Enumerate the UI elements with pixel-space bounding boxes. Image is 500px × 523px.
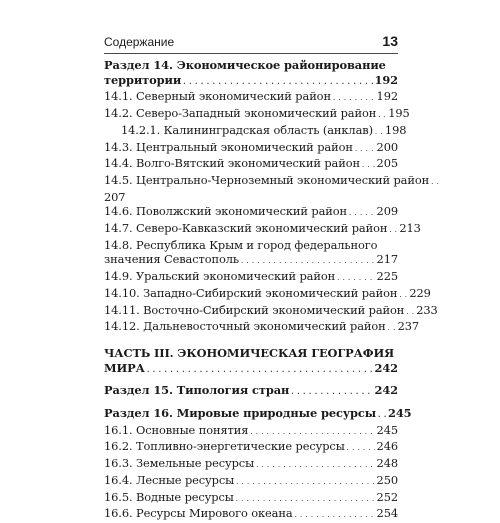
toc-entry-page: 237 bbox=[397, 319, 420, 334]
toc-entry[interactable] bbox=[104, 204, 398, 221]
toc-entry-title: 14.2. Северо-Западный экономический район bbox=[104, 106, 377, 121]
toc-entry-page: 217 bbox=[376, 252, 398, 267]
leader-dots bbox=[250, 423, 374, 440]
toc-entry-title: 16.1. Основные понятия bbox=[104, 422, 249, 437]
running-title: Содержание bbox=[104, 35, 175, 49]
toc-entry[interactable] bbox=[104, 285, 431, 303]
toc-entry-title: 16.2. Топливно-энергетические ресурсы bbox=[104, 439, 345, 454]
toc-entry-page: 245 bbox=[388, 406, 412, 421]
toc-entry-title: 14.5. Центрально-Черноземный экономический район bbox=[104, 172, 430, 187]
toc-entry-page: 198 bbox=[384, 122, 407, 137]
leader-dots bbox=[236, 473, 374, 490]
toc-entry[interactable] bbox=[104, 302, 438, 320]
toc-entry-page: 192 bbox=[376, 89, 398, 104]
toc-entry[interactable] bbox=[104, 140, 398, 157]
running-head bbox=[104, 34, 398, 54]
leader-dots bbox=[378, 406, 386, 423]
toc-entry-page: 242 bbox=[374, 360, 398, 375]
toc-entry-title: 14.9. Уральский экономический район bbox=[104, 269, 336, 284]
toc-entry-subsection[interactable] bbox=[104, 122, 407, 140]
toc-entry-page: 250 bbox=[376, 472, 398, 487]
toc-entry-page: 213 bbox=[399, 221, 421, 236]
toc-entry-page: 195 bbox=[388, 106, 410, 121]
toc-entry[interactable] bbox=[104, 319, 420, 336]
toc-entry-page: 233 bbox=[416, 302, 438, 317]
toc-entry[interactable] bbox=[104, 506, 398, 523]
toc-entry-title: 14.2.1. Калининградская область (анклав) bbox=[121, 122, 373, 137]
leader-dots bbox=[406, 303, 414, 320]
toc-entry-title: 14.4. Волго-Вятский экономический район bbox=[104, 156, 360, 171]
toc-entry[interactable] bbox=[104, 172, 430, 204]
leader-dots bbox=[147, 361, 373, 378]
page-number: 13 bbox=[382, 33, 398, 49]
leader-dots bbox=[256, 456, 374, 473]
toc-entry[interactable] bbox=[104, 456, 398, 473]
header-rule bbox=[104, 53, 398, 54]
toc-entry-title: 14.10. Западно-Сибирский экономический район bbox=[104, 285, 398, 300]
toc-entry-part-3[interactable] bbox=[104, 346, 398, 377]
toc-entry-title-line1: Раздел 14. Экономическое районирование bbox=[104, 58, 386, 72]
toc-entry[interactable] bbox=[104, 490, 398, 507]
toc-entry[interactable] bbox=[104, 156, 398, 173]
toc-entry-page: 225 bbox=[376, 269, 398, 284]
toc-entry-page: 248 bbox=[376, 456, 398, 471]
leader-dots bbox=[183, 73, 372, 90]
toc-entry[interactable] bbox=[104, 106, 410, 123]
toc-entry-page: 252 bbox=[376, 489, 398, 504]
leader-dots bbox=[388, 319, 396, 336]
toc-entry[interactable] bbox=[104, 439, 398, 456]
toc-entry-title: 14.12. Дальневосточный экономический район bbox=[104, 319, 386, 334]
leader-dots bbox=[291, 383, 372, 400]
leader-dots bbox=[333, 89, 375, 106]
toc-entry-page: 254 bbox=[376, 506, 398, 521]
toc-entry-title: 14.7. Северо-Кавказский экономический район bbox=[104, 221, 388, 236]
toc-entry-page: 246 bbox=[376, 439, 398, 454]
toc-entry-title: 16.5. Водные ресурсы bbox=[104, 489, 234, 504]
toc-entry-title: 16.3. Земельные ресурсы bbox=[104, 456, 255, 471]
table-of-contents bbox=[104, 58, 438, 523]
toc-entry[interactable] bbox=[104, 221, 421, 238]
toc-entry-section-16[interactable] bbox=[104, 406, 412, 423]
toc-entry[interactable] bbox=[104, 423, 398, 440]
toc-entry-title: 16.6. Ресурсы Мирового океана bbox=[104, 506, 293, 521]
toc-entry-title: 14.11. Восточно-Сибирский экономический район bbox=[104, 302, 405, 317]
leader-dots bbox=[431, 173, 439, 190]
leader-dots bbox=[236, 490, 375, 507]
leader-dots bbox=[355, 140, 375, 157]
toc-entry-page: 207 bbox=[104, 189, 126, 204]
leader-dots bbox=[347, 439, 375, 456]
toc-entry[interactable] bbox=[104, 473, 398, 490]
toc-entry-title-line2: МИРА bbox=[104, 360, 145, 375]
toc-entry-title-line1: ЧАСТЬ III. ЭКОНОМИЧЕСКАЯ ГЕОГРАФИЯ bbox=[104, 345, 395, 360]
toc-entry-section-15[interactable] bbox=[104, 383, 398, 400]
leader-dots bbox=[241, 252, 375, 269]
toc-entry-page: 200 bbox=[376, 139, 398, 154]
toc-entry-title-line2: значения Севастополь bbox=[104, 252, 239, 267]
leader-dots bbox=[399, 286, 407, 303]
toc-entry-page: 242 bbox=[374, 383, 398, 398]
leader-dots bbox=[337, 269, 374, 286]
leader-dots bbox=[378, 106, 386, 123]
toc-entry-page: 229 bbox=[409, 285, 431, 300]
toc-entry-title-line1: 14.8. Республика Крым и город федерального bbox=[104, 237, 378, 252]
toc-entry-page: 209 bbox=[376, 204, 398, 219]
toc-entry[interactable] bbox=[104, 89, 398, 106]
leader-dots bbox=[375, 123, 383, 140]
toc-entry-page: 192 bbox=[374, 72, 398, 87]
toc-entry-title: 14.6. Поволжский экономический район bbox=[104, 204, 348, 219]
toc-entry-title: 14.1. Северный экономический район bbox=[104, 89, 331, 104]
leader-dots bbox=[389, 221, 397, 238]
toc-entry-page: 245 bbox=[376, 422, 398, 437]
toc-entry[interactable] bbox=[104, 269, 398, 286]
toc-entry-title: 16.4. Лесные ресурсы bbox=[104, 472, 235, 487]
toc-entry-section-14[interactable] bbox=[104, 58, 398, 89]
leader-dots bbox=[349, 204, 375, 221]
toc-entry-title: 14.3. Центральный экономический район bbox=[104, 139, 353, 154]
toc-entry[interactable] bbox=[104, 238, 398, 269]
leader-dots bbox=[295, 506, 375, 523]
toc-entry-title-line2: территории bbox=[104, 72, 182, 87]
toc-entry-page: 205 bbox=[376, 156, 398, 171]
toc-entry-title: Раздел 16. Мировые природные ресурсы bbox=[104, 406, 377, 421]
leader-dots bbox=[362, 156, 375, 173]
toc-entry-title: Раздел 15. Типология стран bbox=[104, 383, 290, 398]
